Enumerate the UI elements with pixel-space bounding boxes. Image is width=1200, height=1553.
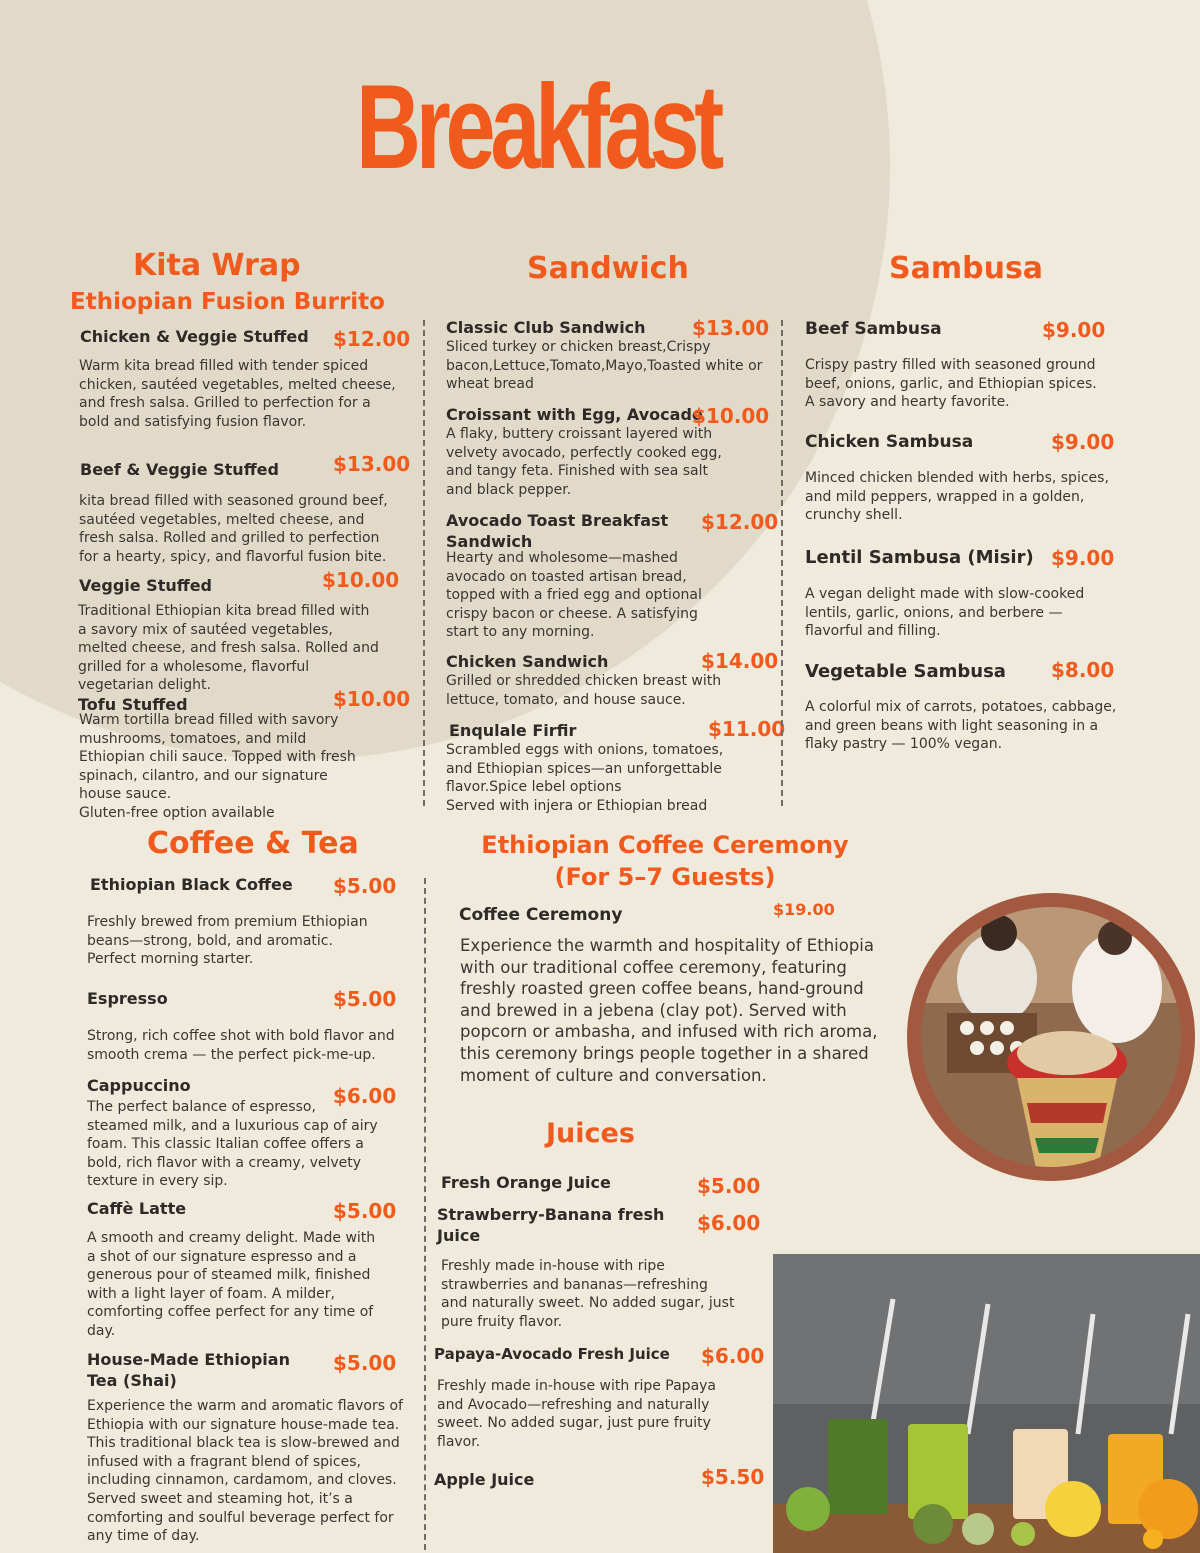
desc-line: a savory mix of sautéed vegetables, (78, 621, 333, 638)
coffee-item-name: Cappuccino (87, 1076, 191, 1095)
desc-line: A flaky, buttery croissant layered with (446, 426, 713, 442)
desc-line: and tangy feta. Finished with sea salt (446, 463, 709, 480)
sandwich-item-name (446, 510, 668, 552)
desc-line: Served sweet and steaming hot, it’s a (87, 1490, 353, 1507)
sandwich-item-name: Chicken Sandwich (446, 652, 609, 671)
desc-line: flaky pastry — 100% vegan. (805, 736, 1003, 753)
desc-line: and brewed in a jebena (clay pot). Served with (460, 1000, 847, 1020)
juice-item-name: Apple Juice (434, 1470, 535, 1489)
desc-line: beef, onions, garlic, and Ethiopian spices. (805, 375, 1097, 392)
desc-line: lentils, garlic, onions, and berbere — (805, 604, 1063, 621)
divider-line (781, 320, 783, 806)
desc-line: Freshly brewed from premium Ethiopian (87, 914, 368, 930)
desc-line: foam. This classic Italian coffee offers a (87, 1136, 364, 1153)
name-line: House-Made Ethiopian (87, 1350, 290, 1369)
coffee-item-price: $6.00 (333, 1084, 397, 1108)
desc-line: freshly roasted green coffee beans, hand-ground (460, 979, 864, 999)
desc-line: Gluten-free option available (79, 804, 275, 821)
desc-line: including cinnamon, cardamom, and cloves. (87, 1472, 397, 1489)
sandwich-item-name: Croissant with Egg, Avocado (446, 405, 703, 424)
sambusa-item-price: $9.00 (1042, 318, 1106, 342)
desc-line: wheat bread (446, 376, 534, 393)
desc-line: and naturally sweet. No added sugar, just (441, 1295, 735, 1312)
desc-line: infused with a fragrant blend of spices, (87, 1453, 361, 1470)
desc-line: Ethiopian chili sauce. Topped with fresh (79, 749, 356, 766)
desc-line: mushrooms, tomatoes, and mild (79, 730, 307, 747)
desc-line: flavor.Spice lebel options (446, 779, 622, 796)
sandwich-item-price: $11.00 (708, 717, 786, 741)
desc-line: crispy bacon or cheese. A satisfying (446, 605, 698, 622)
juice-item-price: $6.00 (701, 1344, 765, 1368)
sandwich-heading: Sandwich (527, 251, 689, 286)
kita-item-name: Chicken & Veggie Stuffed (80, 327, 309, 346)
juices-heading: Juices (546, 1118, 635, 1149)
coffee-item-name (87, 1349, 290, 1391)
desc-line: Served with injera or Ethiopian bread (446, 797, 708, 814)
desc-line: sweet. No added sugar, just pure fruity (437, 1415, 711, 1432)
juice-item-price: $6.00 (697, 1211, 761, 1235)
sambusa-item-name: Chicken Sambusa (805, 432, 974, 452)
ceremony-heading (430, 829, 900, 893)
desc-line: comforting and soulful beverage perfect for (87, 1509, 394, 1526)
heading-line: (For 5–7 Guests) (554, 863, 776, 891)
desc-line: Scrambled eggs with onions, tomatoes, (446, 742, 724, 758)
desc-line: and fresh salsa. Grilled to perfection for a (79, 395, 371, 412)
desc-line: steamed milk, and a luxurious cap of airy (87, 1117, 378, 1134)
coffee-heading: Coffee & Tea (147, 826, 359, 861)
desc-line: A savory and hearty favorite. (805, 394, 1010, 411)
desc-line: Sliced turkey or chicken breast,Crispy (446, 339, 711, 355)
desc-line: Experience the warmth and hospitality of Ethiopia (460, 936, 874, 955)
desc-line: This traditional black tea is slow-brewed and (87, 1435, 400, 1452)
juice-item-price: $5.00 (697, 1174, 761, 1198)
desc-line: bold and satisfying fusion flavor. (79, 413, 307, 430)
desc-line: spinach, cilantro, and our signature (79, 767, 328, 784)
sandwich-item-name: Enqulale Firfir (449, 721, 577, 740)
kita-item-price: $10.00 (333, 687, 411, 711)
desc-line: Freshly made in-house with ripe Papaya (437, 1378, 717, 1394)
desc-line: Freshly made in-house with ripe (441, 1258, 665, 1274)
heading-line: Ethiopian Coffee Ceremony (481, 831, 849, 859)
juice-item-price: $5.50 (701, 1465, 765, 1489)
desc-line: Traditional Ethiopian kita bread filled with (78, 603, 370, 619)
coffee-item-price: $5.00 (333, 1199, 397, 1223)
desc-line: crunchy shell. (805, 507, 903, 524)
desc-line: bold, rich flavor with a creamy, velvety (87, 1154, 362, 1171)
sambusa-item-name: Beef Sambusa (805, 319, 942, 339)
name-line: Strawberry-Banana fresh (437, 1205, 665, 1224)
ceremony-name: Coffee Ceremony (459, 905, 623, 925)
desc-line: Strong, rich coffee shot with bold flavor and (87, 1028, 395, 1044)
desc-line: A colorful mix of carrots, potatoes, cabbage, (805, 699, 1117, 715)
sandwich-item-price: $14.00 (701, 649, 779, 673)
sandwich-item-price: $10.00 (692, 404, 770, 428)
page-title: Breakfast (356, 60, 719, 194)
name-line: Avocado Toast Breakfast (446, 511, 669, 530)
sambusa-item-price: $9.00 (1051, 546, 1115, 570)
desc-line: texture in every sip. (87, 1173, 228, 1190)
divider-line (423, 320, 425, 806)
desc-line: A smooth and creamy delight. Made with (87, 1230, 376, 1246)
desc-line: Hearty and wholesome—mashed (446, 550, 678, 566)
kita-item-price: $13.00 (333, 452, 411, 476)
juice-item-name (437, 1204, 664, 1246)
desc-line: and green beans with light seasoning in a (805, 717, 1099, 734)
sambusa-item-price: $8.00 (1051, 658, 1115, 682)
desc-line: beans—strong, bold, and aromatic. (87, 932, 333, 949)
desc-line: with our traditional coffee ceremony, featuring (460, 957, 847, 977)
desc-line: vegetarian delight. (78, 677, 211, 694)
desc-line: smooth crema — the perfect pick-me-up. (87, 1046, 376, 1063)
desc-line: for a hearty, spicy, and flavorful fusion bite. (79, 548, 387, 565)
desc-line: bacon,Lettuce,Tomato,Mayo,Toasted white or (446, 357, 763, 374)
name-line: Sandwich (446, 532, 533, 551)
desc-line: kita bread filled with seasoned ground beef, (79, 493, 388, 509)
desc-line: day. (87, 1322, 116, 1339)
sandwich-item-price: $12.00 (701, 510, 779, 534)
desc-line: and Avocado—refreshing and naturally (437, 1396, 710, 1413)
sambusa-item-name: Vegetable Sambusa (805, 661, 1006, 682)
desc-line: with a light layer of foam. A milder, (87, 1285, 335, 1302)
desc-line: topped with a fried egg and optional (446, 587, 702, 604)
desc-line: start to any morning. (446, 624, 595, 641)
sambusa-item-price: $9.00 (1051, 430, 1115, 454)
sandwich-item-name: Classic Club Sandwich (446, 318, 646, 337)
desc-line: generous pour of steamed milk, finished (87, 1267, 371, 1284)
coffee-item-name: Espresso (87, 989, 168, 1008)
sambusa-heading: Sambusa (889, 251, 1044, 286)
juice-item-name: Papaya-Avocado Fresh Juice (434, 1345, 670, 1363)
coffee-item-name: Ethiopian Black Coffee (90, 875, 293, 894)
kita-item-price: $10.00 (322, 568, 400, 592)
desc-line: flavorful and filling. (805, 623, 941, 640)
desc-line: house sauce. (79, 786, 172, 803)
desc-line: velvety avocado, perfectly cooked egg, (446, 444, 722, 461)
desc-line: The perfect balance of espresso, (87, 1099, 316, 1115)
juice-item-name: Fresh Orange Juice (441, 1173, 611, 1192)
coffee-item-price: $5.00 (333, 1351, 397, 1375)
desc-line: Perfect morning starter. (87, 951, 254, 968)
desc-line: chicken, sautéed vegetables, melted cheese, (79, 376, 396, 393)
kita-item-price: $12.00 (333, 327, 411, 351)
sandwich-item-price: $13.00 (692, 316, 770, 340)
desc-line: a shot of our signature espresso and a (87, 1248, 357, 1265)
kita-subheading: Ethiopian Fusion Burrito (70, 289, 385, 315)
desc-line: Warm tortilla bread filled with savory (79, 712, 339, 728)
desc-line: avocado on toasted artisan bread, (446, 568, 687, 585)
desc-line: and mild peppers, wrapped in a golden, (805, 488, 1085, 505)
ceremony-price: $19.00 (773, 900, 835, 919)
desc-line: Minced chicken blended with herbs, spices, (805, 470, 1109, 486)
desc-line: and Ethiopian spices—an unforgettable (446, 760, 722, 777)
desc-line: this ceremony brings people together in a shared (460, 1043, 869, 1063)
kita-heading: Kita Wrap (133, 248, 301, 283)
name-line: Juice (437, 1226, 481, 1245)
desc-line: grilled for a wholesome, flavorful (78, 658, 310, 675)
desc-line: Grilled or shredded chicken breast with (446, 673, 722, 689)
coffee-item-price: $5.00 (333, 874, 397, 898)
desc-line: flavor. (437, 1433, 481, 1450)
desc-line: any time of day. (87, 1528, 200, 1545)
kita-item-name: Veggie Stuffed (79, 576, 212, 595)
desc-line: melted cheese, and fresh salsa. Rolled and (78, 640, 379, 657)
coffee-item-name: Caffè Latte (87, 1199, 187, 1218)
coffee-ceremony-photo (907, 893, 1195, 1181)
desc-line: strawberries and bananas—refreshing (441, 1276, 708, 1293)
desc-line: and black pepper. (446, 481, 572, 498)
name-line: Tea (Shai) (87, 1371, 177, 1390)
divider-line (424, 878, 426, 1550)
desc-line: popcorn or ambasha, and infused with rich aroma, (460, 1022, 878, 1042)
desc-line: A vegan delight made with slow-cooked (805, 586, 1085, 602)
desc-line: Warm kita bread filled with tender spiced (79, 358, 369, 374)
desc-line: fresh salsa. Rolled and grilled to perfection (79, 530, 380, 547)
desc-line: moment of culture and conversation. (460, 1065, 767, 1085)
desc-line: lettuce, tomato, and house sauce. (446, 691, 686, 708)
desc-line: pure fruity flavor. (441, 1313, 563, 1330)
desc-line: Experience the warm and aromatic flavors of (87, 1398, 403, 1414)
sambusa-item-name: Lentil Sambusa (Misir) (805, 547, 1034, 568)
kita-item-name: Beef & Veggie Stuffed (80, 460, 279, 479)
desc-line: Ethiopia with our signature house-made tea. (87, 1416, 400, 1433)
desc-line: comforting coffee perfect for any time of (87, 1304, 374, 1321)
kita-item-name: Tofu Stuffed (78, 695, 188, 714)
desc-line: sautéed vegetables, melted cheese, and (79, 511, 365, 528)
coffee-item-price: $5.00 (333, 987, 397, 1011)
fresh-juices-photo (773, 1254, 1200, 1553)
desc-line: Crispy pastry filled with seasoned ground (805, 357, 1096, 373)
